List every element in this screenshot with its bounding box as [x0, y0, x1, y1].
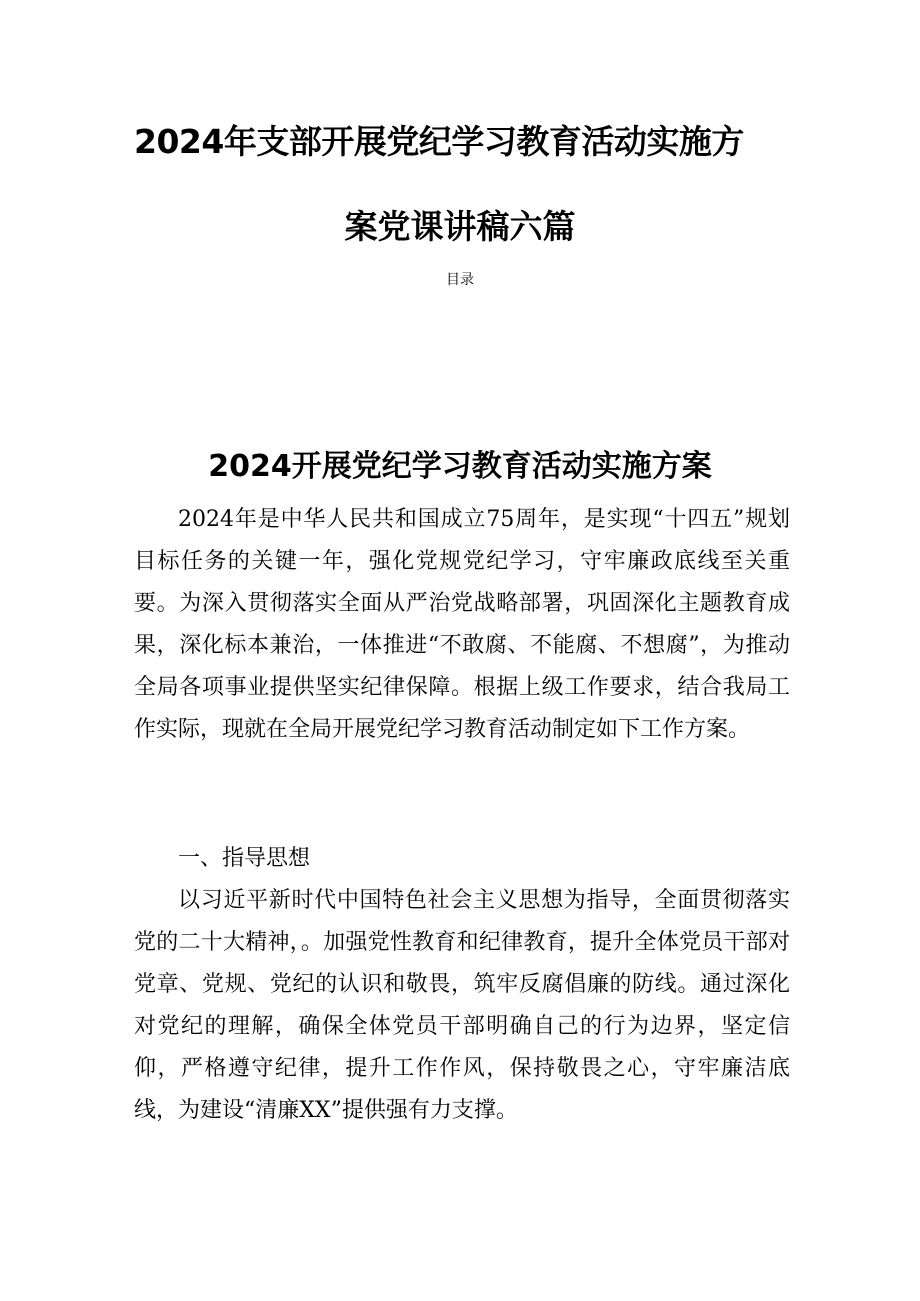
- section-title: 2024开展党纪学习教育活动实施方案: [208, 449, 712, 484]
- intro-paragraph: 2024年是中华人民共和国成立75周年，是实现“十四五”规划目标任务的关键一年，强化党规党纪学习，守牢廉政底线至关重要。为深入贯彻落实全面从严治党战略部署，巩固深化主题教育成果，深化标本兼治，一体推进“不敢腐、不能腐、不想腐”，为推动全局各项事业提供坚实纪律保障。根据上级工作要求，结合我局工作实际，现就在全局开展党纪学习教育活动制定如下工作方案。: [134, 507, 790, 742]
- document-title-line1: 2024年支部开展党纪学习教育活动实施方: [134, 122, 744, 161]
- section-heading-guiding-ideology: 一、指导思想: [178, 846, 311, 871]
- guiding-ideology-paragraph: 以习近平新时代中国特色社会主义思想为指导，全面贯彻落实党的二十大精神，。加强党性教育和纪律教育，提升全体党员干部对党章、党规、党纪的认识和敬畏，筑牢反腐倡廉的防线。通过深化对党纪的理解，确保全体党员干部明确自己的行为边界，坚定信仰，严格遵守纪律，提升工作作风，保持敬畏之心，守牢廉洁底线，为建设“清廉XX”提供强有力支撑。: [134, 888, 790, 1123]
- document-title-line2: 案党课讲稿六篇: [344, 207, 576, 246]
- table-of-contents-label: 目录: [446, 272, 474, 288]
